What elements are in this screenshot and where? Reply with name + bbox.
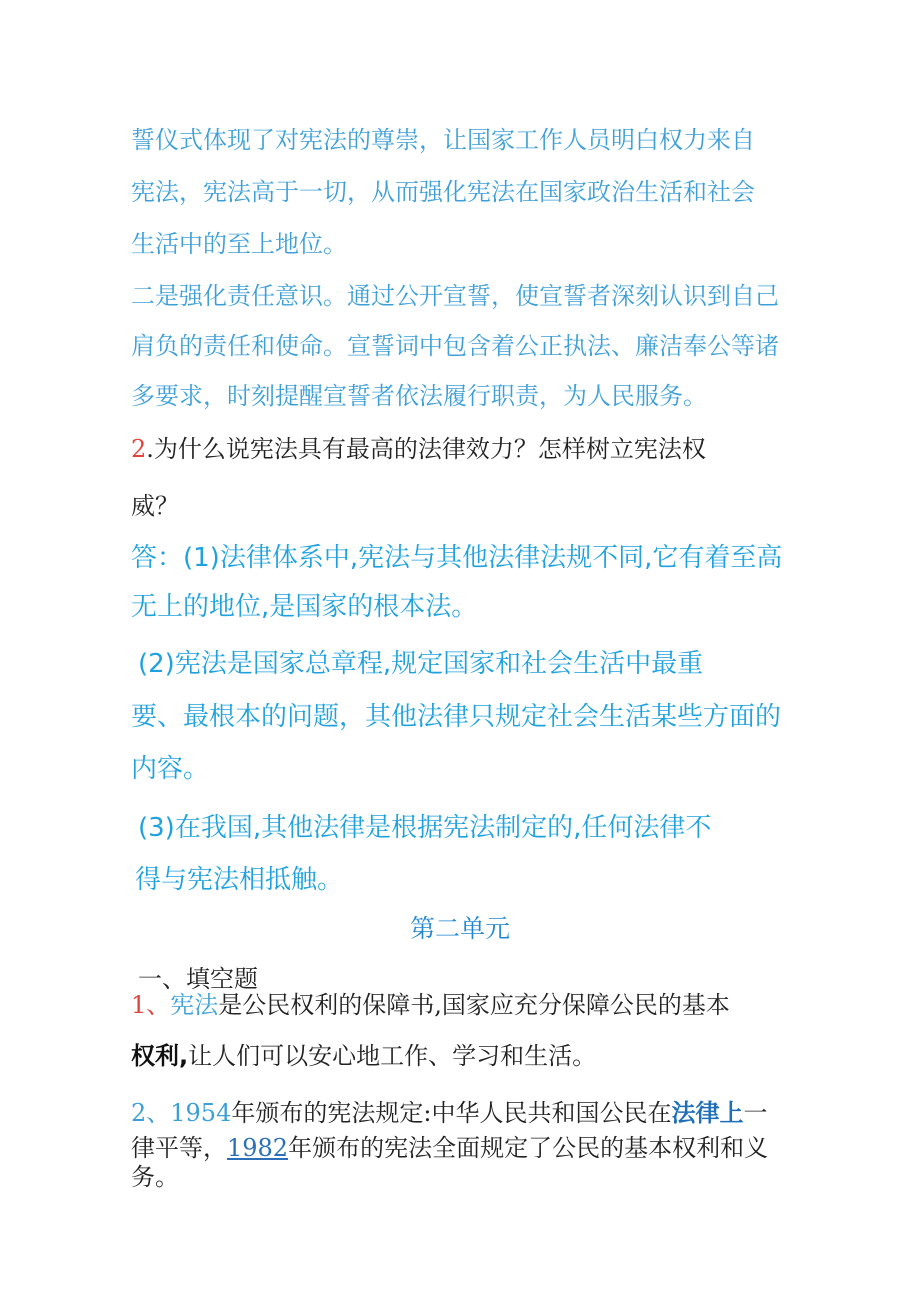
fill-2-text-1: 年颁布的宪法规定:中华人民共和国公民在 [231, 1099, 672, 1127]
fill-1-blank-1: 宪法 [170, 991, 219, 1019]
paragraph-2-line-1: 二是强化责任意识。通过公开宣誓，使宣誓者深刻认识到自己 [131, 282, 779, 310]
answer-line-4: 要、最根本的问题，其他法律只规定社会生活某些方面的 [131, 702, 782, 732]
section-title: 一、填空题 [138, 965, 258, 993]
fill-1-blank-2: 权利, [131, 1042, 189, 1070]
answer-line-5: 内容。 [131, 754, 210, 784]
fill-1-line-2 [131, 1041, 596, 1071]
question-2-number: 2 [131, 435, 147, 463]
answer-line-1: 答：(1)法律体系中,宪法与其他法律法规不同,它有着至高 [131, 543, 783, 573]
fill-2-line-1 [131, 1098, 767, 1128]
fill-2-blank-1: 法律上 [671, 1099, 744, 1127]
paragraph-2-line-2: 肩负的责任和使命。宣誓词中包含着公正执法、廉洁奉公等诸 [131, 332, 779, 360]
fill-2-line-3: 务。 [131, 1163, 179, 1191]
fill-2-blank-2: 1982 [227, 1134, 289, 1162]
answer-line-3: (2)宪法是国家总章程,规定国家和社会生活中最重 [138, 649, 704, 679]
answer-line-6: (3)在我国,其他法律是根据宪法制定的,任何法律不 [138, 813, 712, 843]
fill-2-line-2 [131, 1133, 768, 1163]
answer-line-2: 无上的地位,是国家的根本法。 [131, 592, 478, 622]
question-2-text: .为什么说宪法具有最高的法律效力？怎样树立宪法权 [146, 435, 706, 463]
fill-2-number: 2、1954 [131, 1099, 232, 1127]
answer-line-7: 得与宪法相抵触。 [135, 865, 344, 895]
question-2-line-2: 威？ [131, 492, 179, 520]
paragraph-1-line-3: 生活中的至上地位。 [131, 230, 347, 258]
paragraph-1-line-2: 宪法，宪法高于一切，从而强化宪法在国家政治生活和社会 [131, 178, 755, 206]
fill-1-text-2: 让人们可以安心地工作、学习和生活。 [188, 1042, 597, 1070]
fill-2-text-3: 律平等， [131, 1134, 227, 1162]
fill-1-text-1: 是公民权利的保障书,国家应充分保障公民的基本 [218, 991, 730, 1019]
unit-title: 第二单元 [409, 914, 510, 943]
fill-2-text-2: 一 [743, 1099, 768, 1127]
question-2-line-1 [131, 434, 706, 464]
fill-2-text-4: 年颁布的宪法全面规定了公民的基本权利和义 [288, 1134, 769, 1162]
fill-1-number: 1、 [131, 991, 171, 1019]
paragraph-1-line-1: 誓仪式体现了对宪法的尊崇，让国家工作人员明白权力来自 [131, 126, 755, 154]
fill-1-line-1 [131, 990, 730, 1020]
paragraph-2-line-3: 多要求，时刻提醒宣誓者依法履行职责，为人民服务。 [131, 382, 707, 410]
